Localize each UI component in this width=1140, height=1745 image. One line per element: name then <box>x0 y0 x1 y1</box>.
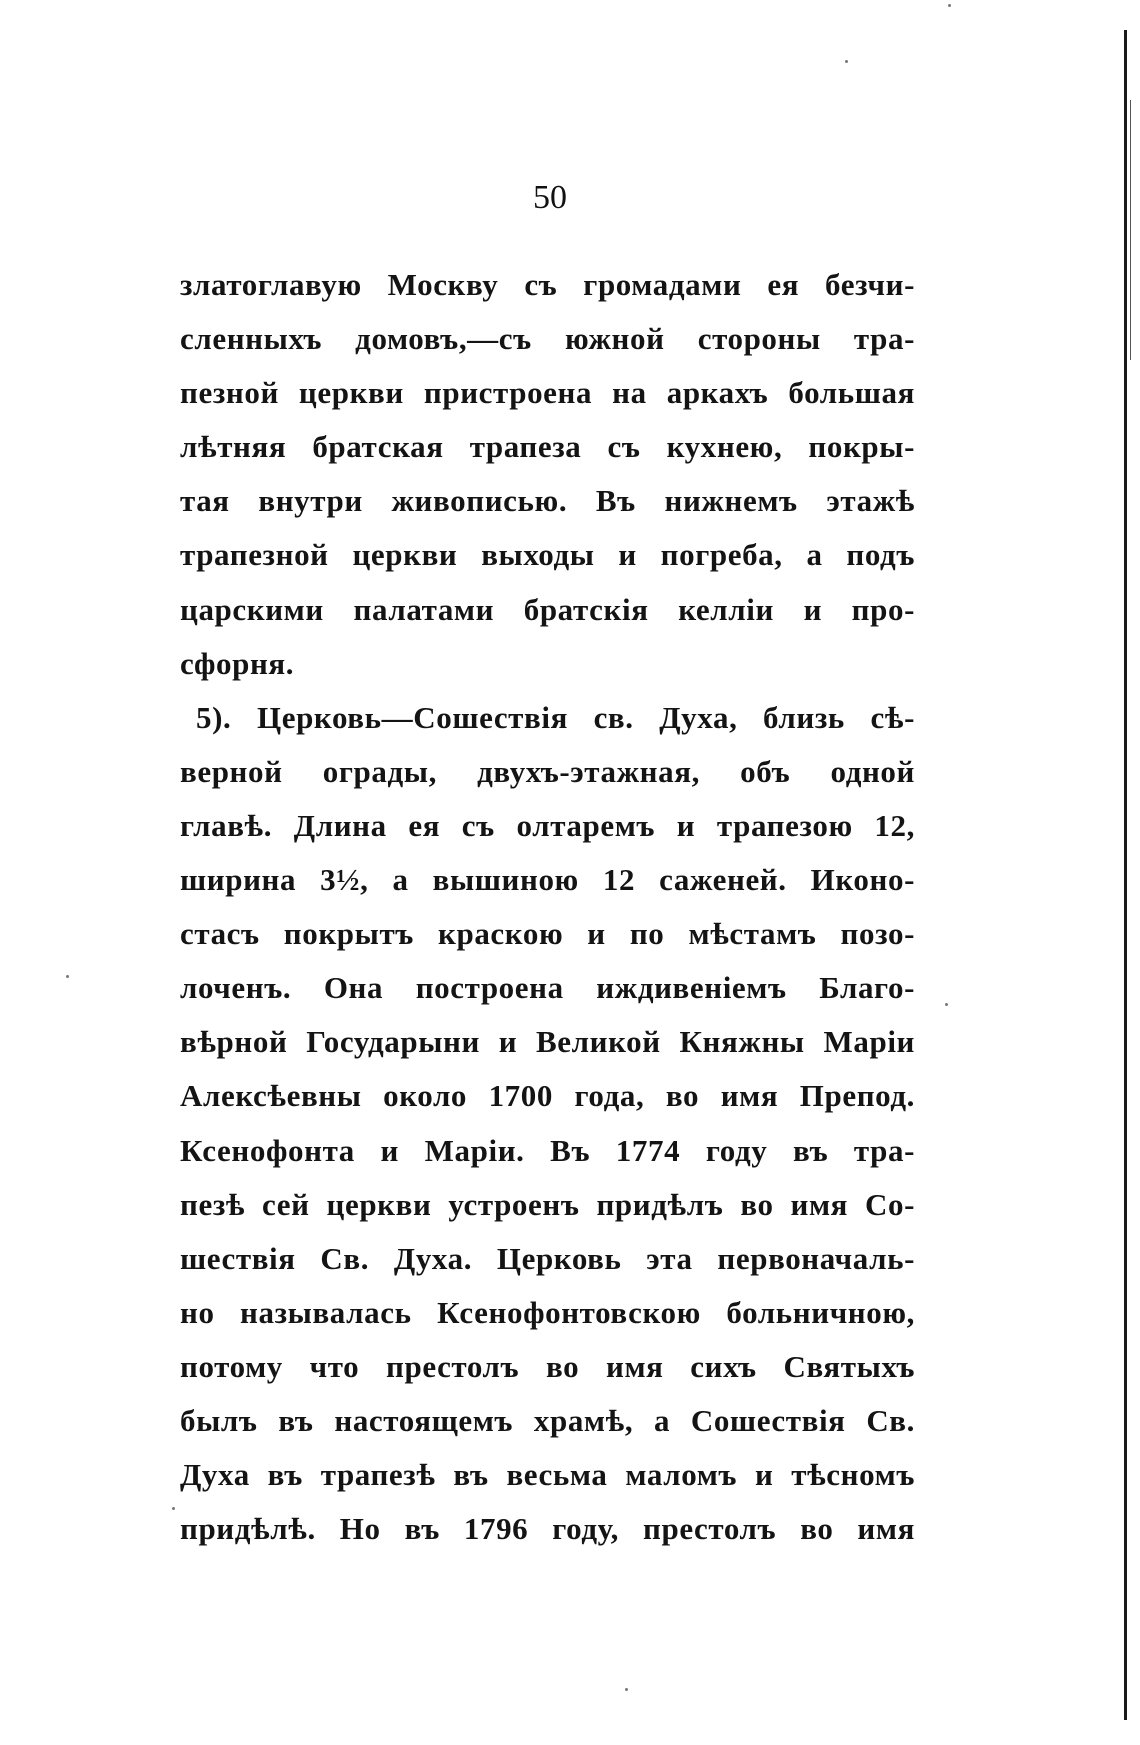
text-line: главѣ. Длина ея съ олтаремъ и трапезою 12, <box>180 807 915 843</box>
text-line: сфорня. <box>180 645 295 681</box>
scan-speck <box>945 1003 948 1006</box>
scan-speck <box>66 975 69 978</box>
text-line: придѣлѣ. Но въ 1796 году, престолъ во имя <box>180 1511 915 1547</box>
text-line: Алексѣевны около 1700 года, во имя Препод. <box>180 1078 915 1114</box>
text-line: стасъ покрытъ краскою и по мѣстамъ позо- <box>180 916 915 952</box>
text-line: Ксенофонта и Маріи. Въ 1774 году въ тра- <box>180 1132 915 1168</box>
page-number: 50 <box>533 179 567 216</box>
text-line: вѣрной Государыни и Великой Княжны Маріи <box>180 1024 915 1060</box>
text-line: ширина 3½, а вышиною 12 саженей. Иконо- <box>180 862 915 898</box>
paragraph-start-line: 5). Церковь—Сошествія св. Духа, близь сѣ- <box>196 699 915 735</box>
text-line: царскими палатами братскія келліи и про- <box>180 591 915 627</box>
text-line: лѣтняя братская трапеза съ кухнею, покры- <box>180 429 915 465</box>
text-line: сленныхъ домовъ,—съ южной стороны тра- <box>180 321 915 357</box>
text-line: потому что престолъ во имя сихъ Святыхъ <box>180 1348 915 1384</box>
text-line: пезной церкви пристроена на аркахъ большая <box>180 375 915 411</box>
text-line: лоченъ. Она построена иждивеніемъ Благо- <box>180 970 915 1006</box>
text-line: былъ въ настоящемъ храмѣ, а Сошествія Св. <box>180 1402 915 1438</box>
page-edge-mark <box>1130 100 1131 360</box>
scan-speck <box>625 1688 628 1691</box>
text-line: пезѣ сей церкви устроенъ придѣлъ во имя Со- <box>180 1186 915 1222</box>
body-text <box>180 258 915 1556</box>
scan-speck <box>845 60 848 63</box>
text-line: тая внутри живописью. Въ нижнемъ этажѣ <box>180 483 915 519</box>
text-line: Духа въ трапезѣ въ весьма маломъ и тѣсномъ <box>180 1457 915 1493</box>
text-line: верной ограды, двухъ-этажная, объ одной <box>180 753 915 789</box>
text-line: златоглавую Москву съ громадами ея безчи- <box>180 267 915 302</box>
text-line: шествія Св. Духа. Церковь эта первоначаль- <box>180 1240 915 1276</box>
scan-speck <box>948 4 951 7</box>
page-edge-shadow <box>1124 30 1127 1720</box>
text-line: трапезной церкви выходы и погреба, а подъ <box>180 537 915 573</box>
text-line: но называлась Ксенофонтовскою больничною, <box>180 1294 915 1330</box>
scan-speck <box>172 1507 175 1510</box>
